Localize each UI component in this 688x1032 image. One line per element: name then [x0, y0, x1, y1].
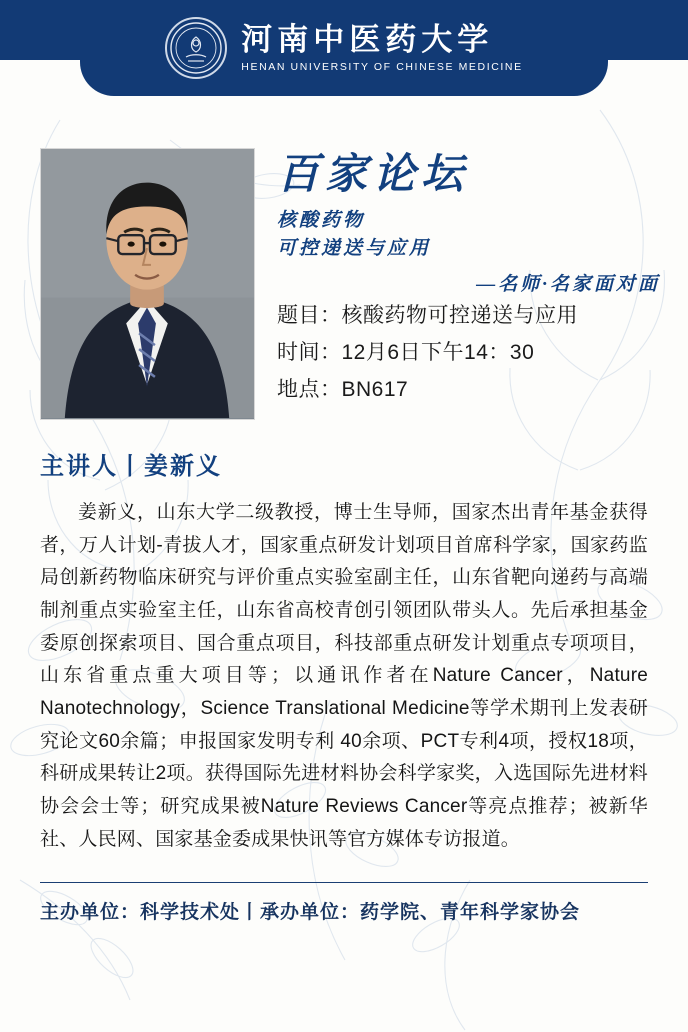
speaker-bio: 姜新义，山东大学二级教授，博士生导师，国家杰出青年基金获得者，万人计划-青拔人才，国家重点研发计划项目首席科学家，国家药监局创新药物临床研究与评价重点实验室副主任，山东省靶向递药与高端制剂重点实验室主任，山东省高校青创引领团队带头人。先后承担基金委原创探索项目、国合重点项目，科技部重点研发计划重点专项项目，山东省重点重大项目等；以通讯作者在Nature Cancer，Nature Nanotechnology，Science Translational Medicine等学术期刊上发表研究论文60余篇；申报国家发明专利 40余项、PCT专利4项，授权18项，科研成果转让2项。获得国际先进材料协会科学家奖，入选国际先进材料协会会士等；研究成果被Nature Reviews Cancer等亮点推荐；被新华社、人民网、国家基金委成果快讯等官方媒体专访报道。 [40, 502, 648, 850]
poster-title: 百家论坛 [277, 152, 470, 198]
header-band [80, 0, 608, 96]
speaker-portrait [40, 148, 255, 420]
info-topic: 题目：核酸药物可控递送与应用 [277, 304, 578, 328]
hero-section [0, 100, 688, 420]
info-time: 时间：12月6日下午14：30 [277, 341, 535, 365]
university-seal-icon [165, 17, 227, 79]
university-name-cn: 河南中医药大学 [241, 21, 494, 57]
poster-subtitle-line2: 可控递送与应用 [277, 237, 432, 259]
poster-tagline: —名师·名家面对面 [476, 274, 660, 296]
organizer-footer: 主办单位：科学技术处丨承办单位：药学院、青年科学家协会 [40, 882, 648, 924]
poster-header [0, 0, 688, 100]
poster-subtitle-line1: 核酸药物 [277, 210, 366, 232]
university-name-en: HENAN UNIVERSITY OF CHINESE MEDICINE [241, 60, 523, 73]
info-place: 地点：BN617 [277, 377, 409, 401]
speaker-label: 主讲人丨姜新义 [40, 453, 222, 480]
